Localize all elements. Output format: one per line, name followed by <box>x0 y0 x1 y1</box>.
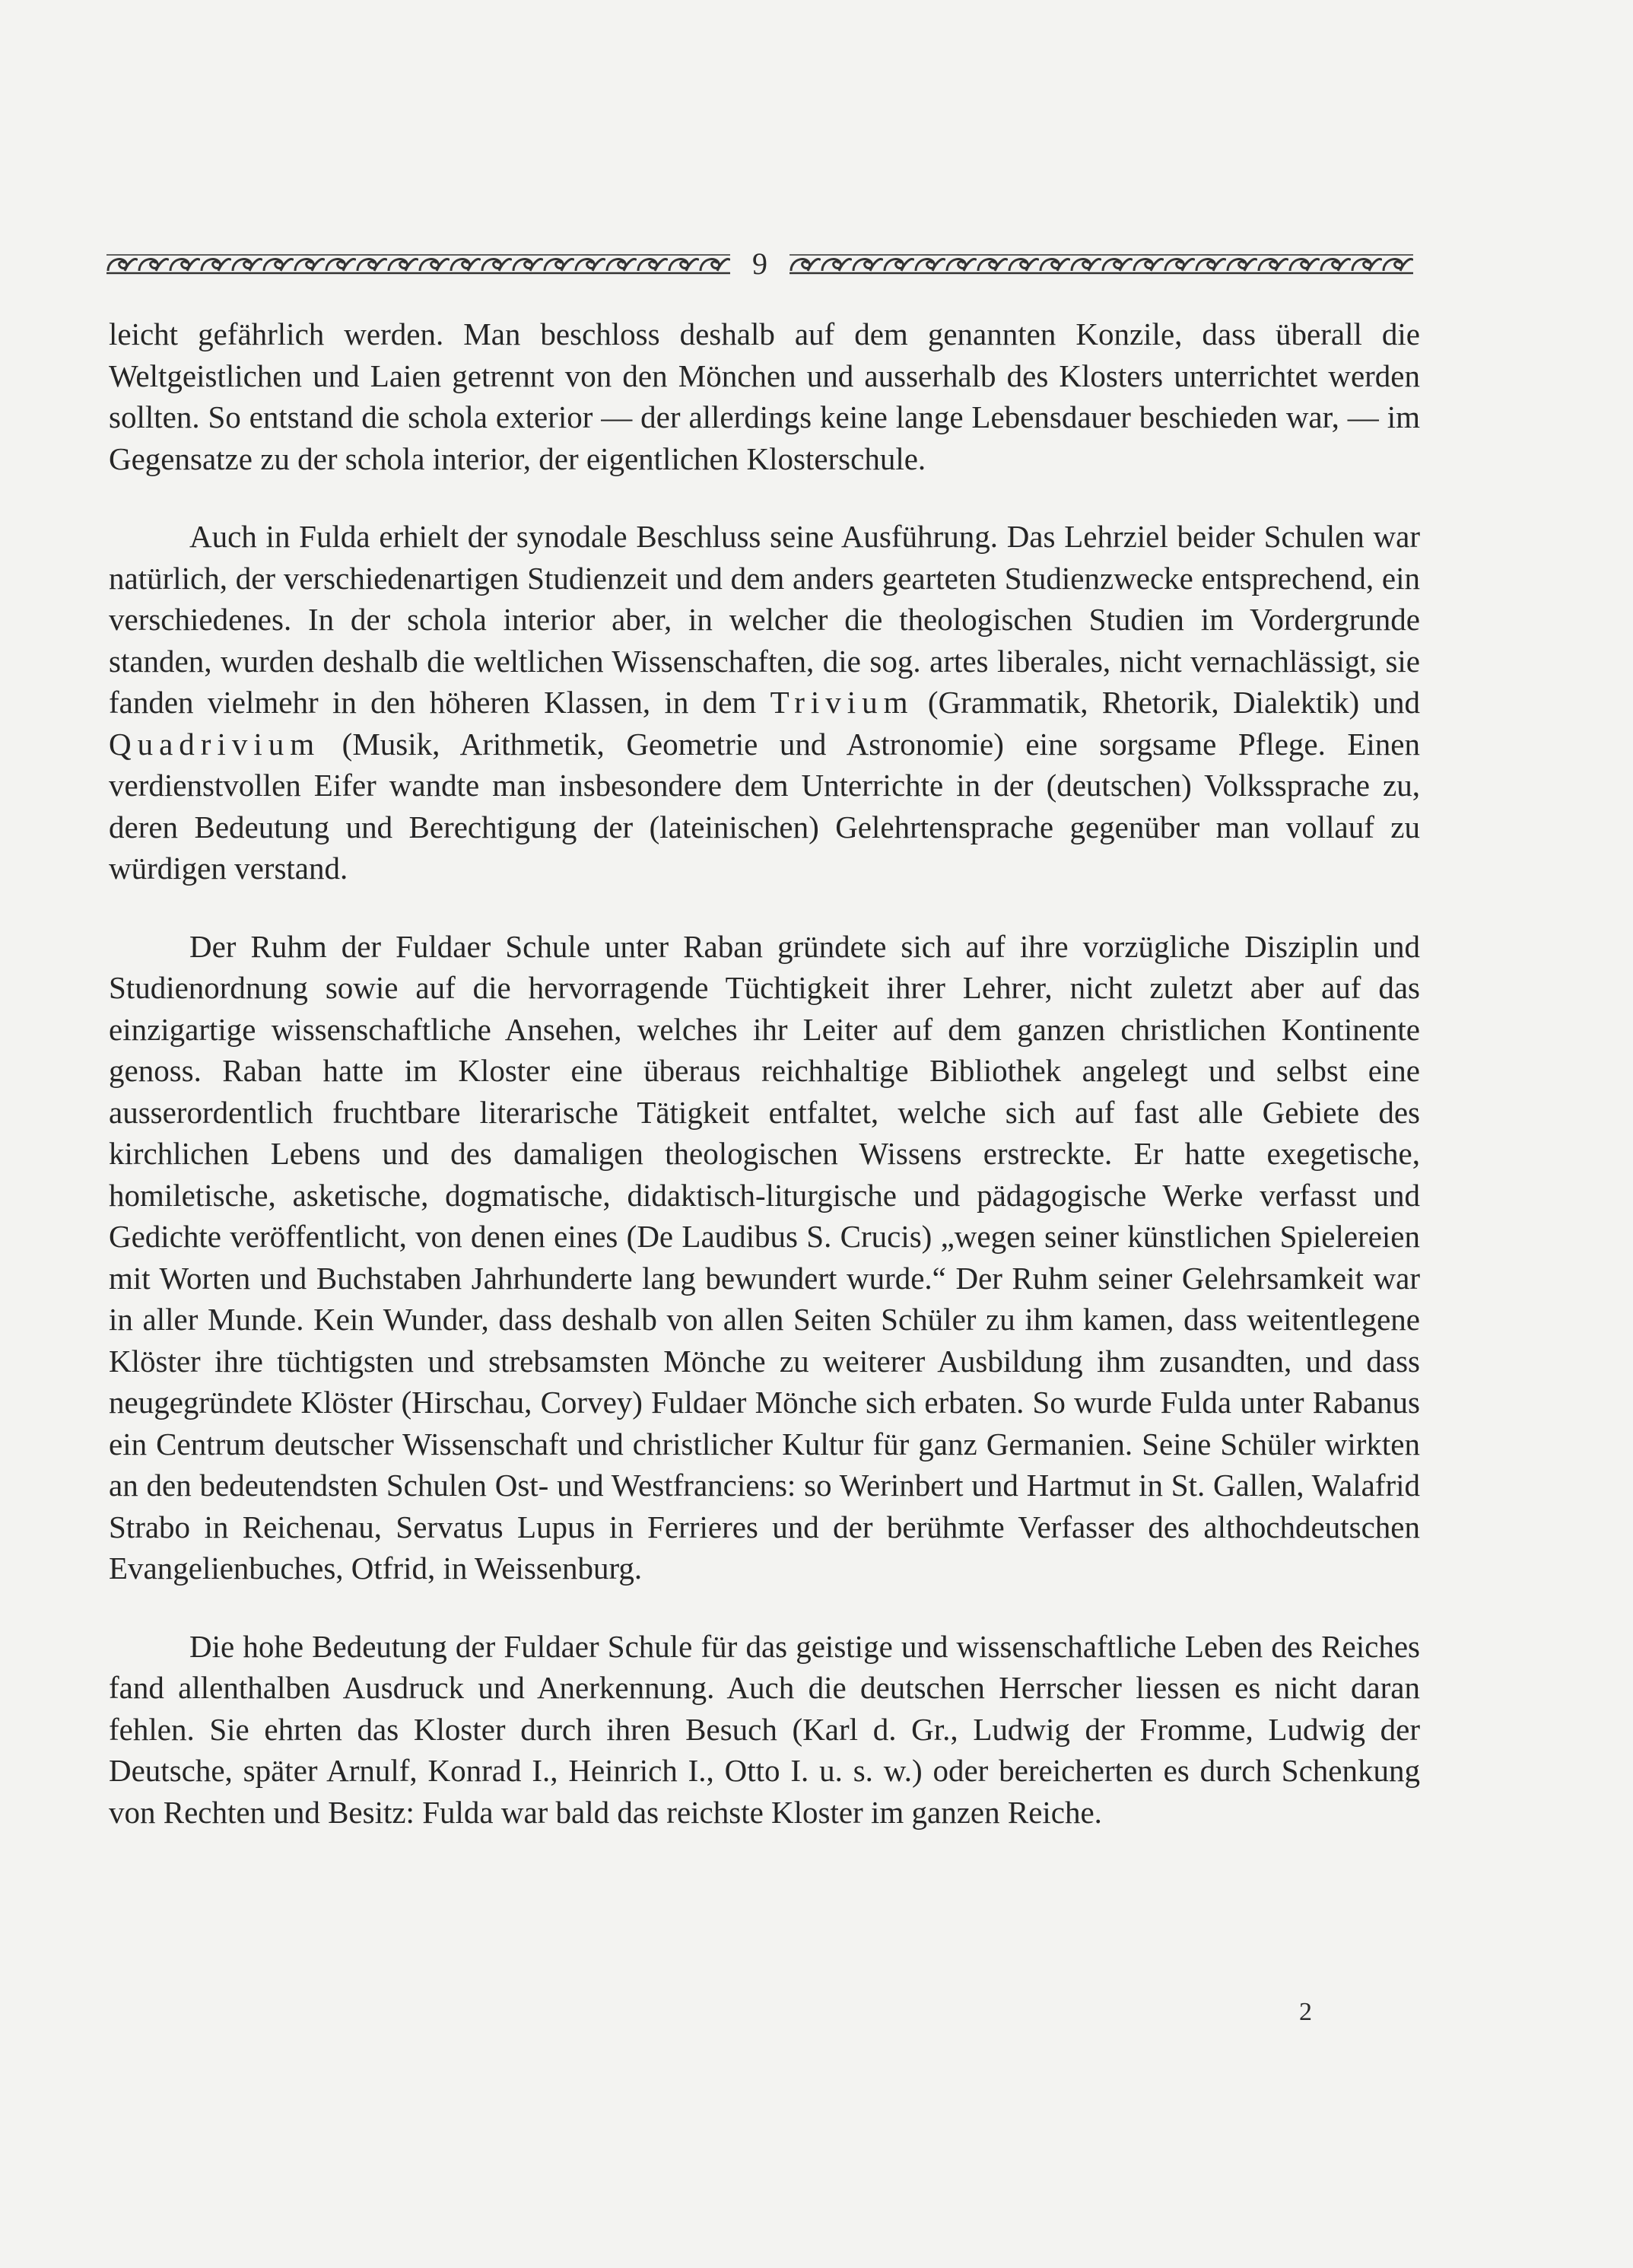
body-text <box>109 313 1420 1869</box>
term-trivium: Trivium <box>770 685 914 720</box>
left-meander-ornament <box>106 253 730 275</box>
paragraph-2 <box>109 516 1420 889</box>
page-header <box>106 245 1413 283</box>
term-quadrivium: Quadrivium <box>109 726 321 762</box>
signature-mark: 2 <box>1299 1998 1312 2026</box>
paragraph-2-text-c: (Musik, Arithmetik, Geometrie und Astronomie) eine sorgsame Pflege. Einen verdienstvollen Eifer wandte man insbesondere dem Unterrichte in der (deutschen) Volkssprache zu, deren Bedeutung und Berechtigung der (lateinischen) Gelehrtensprache gegenüber man vollauf zu würdigen verstand. <box>109 726 1420 886</box>
paragraph-4: Die hohe Bedeutung der Fuldaer Schule für das geistige und wissenschaftliche Leben des Reiches fand allenthalben Ausdruck und Anerkennung. Auch die deutschen Herrscher liessen es nicht daran fehlen. Sie ehrten das Kloster durch ihren Besuch (Karl d. Gr., Ludwig der Fromme, Ludwig der Deutsche, später Arnulf, Konrad I., Heinrich I., Otto I. u. s. w.) oder bereicherten es durch Schenkung von Rechten und Besitz: Fulda war bald das reichste Kloster im ganzen Reiche. <box>109 1628 1420 1830</box>
paragraph-2-text-b: (Grammatik, Rhetorik, Dialektik) und <box>913 685 1420 720</box>
paragraph-1: leicht gefährlich werden. Man beschloss deshalb auf dem genannten Konzile, dass überall die Weltgeistlichen und Laien getrennt von den Mönchen und ausserhalb des Klosters unterrichtet werden sollten. So entstand die schola exterior — der allerdings keine lange Lebensdauer beschieden war, — im Gegensatze zu der schola interior, der eigentlichen Klosterschule. <box>109 317 1420 476</box>
page-number: 9 <box>752 247 767 281</box>
paragraph-2-text-a: Auch in Fulda erhielt der synodale Beschluss seine Ausführung. Das Lehrziel beider Schulen war natürlich, der verschiedenartigen Studienzeit und dem anders gearteten Studienzwecke entsprechend, ein verschiedenes. In der schola interior aber, in welcher die theologischen Studien im Vordergrunde standen, wurden deshalb die weltlichen Wissenschaften, die sog. artes liberales, nicht vernachlässigt, sie fanden vielmehr in den höheren Klassen, in dem <box>109 519 1420 720</box>
right-meander-ornament <box>789 253 1413 275</box>
paragraph-3: Der Ruhm der Fuldaer Schule unter Raban gründete sich auf ihre vorzügliche Disziplin und Studienordnung sowie auf die hervorragende Tüchtigkeit ihrer Lehrer, nicht zuletzt aber auf das einzigartige wissenschaftliche Ansehen, welches ihr Leiter auf dem ganzen christlichen Kontinente genoss. Raban hatte im Kloster eine überaus reichhaltige Bibliothek angelegt und selbst eine ausserordentlich fruchtbare literarische Tätigkeit entfaltet, welche sich auf fast alle Gebiete des kirchlichen Lebens und des damaligen theologischen Wissens erstreckte. Er hatte exegetische, homiletische, asketische, dogmatische, didaktisch-liturgische und pädagogische Werke verfasst und Gedichte veröffentlicht, von denen eines (De Laudibus S. Crucis) „wegen seiner künstlichen Spielereien mit Worten und Buchstaben Jahrhunderte lang bewundert wurde.“ Der Ruhm seiner Gelehrsamkeit war in aller Munde. Kein Wunder, dass deshalb von allen Seiten Schüler zu ihm kamen, dass weitentlegene Klöster ihre tüchtigsten und strebsamsten Mönche zu weiterer Ausbildung ihm zusandten, und dass neugegründete Klöster (Hirschau, Corvey) Fuldaer Mönche sich erbaten. So wurde Fulda unter Rabanus ein Centrum deutscher Wissenschaft und christlicher Kultur für ganz Germanien. Seine Schüler wirkten an den bedeutendsten Schulen Ost- und Westfranciens: so Werinbert und Hartmut in St. Gallen, Walafrid Strabo in Reichenau, Servatus Lupus in Ferrieres und der berühmte Verfasser des althochdeutschen Evangelienbuches, Otfrid, in Weissenburg. <box>109 928 1420 1586</box>
